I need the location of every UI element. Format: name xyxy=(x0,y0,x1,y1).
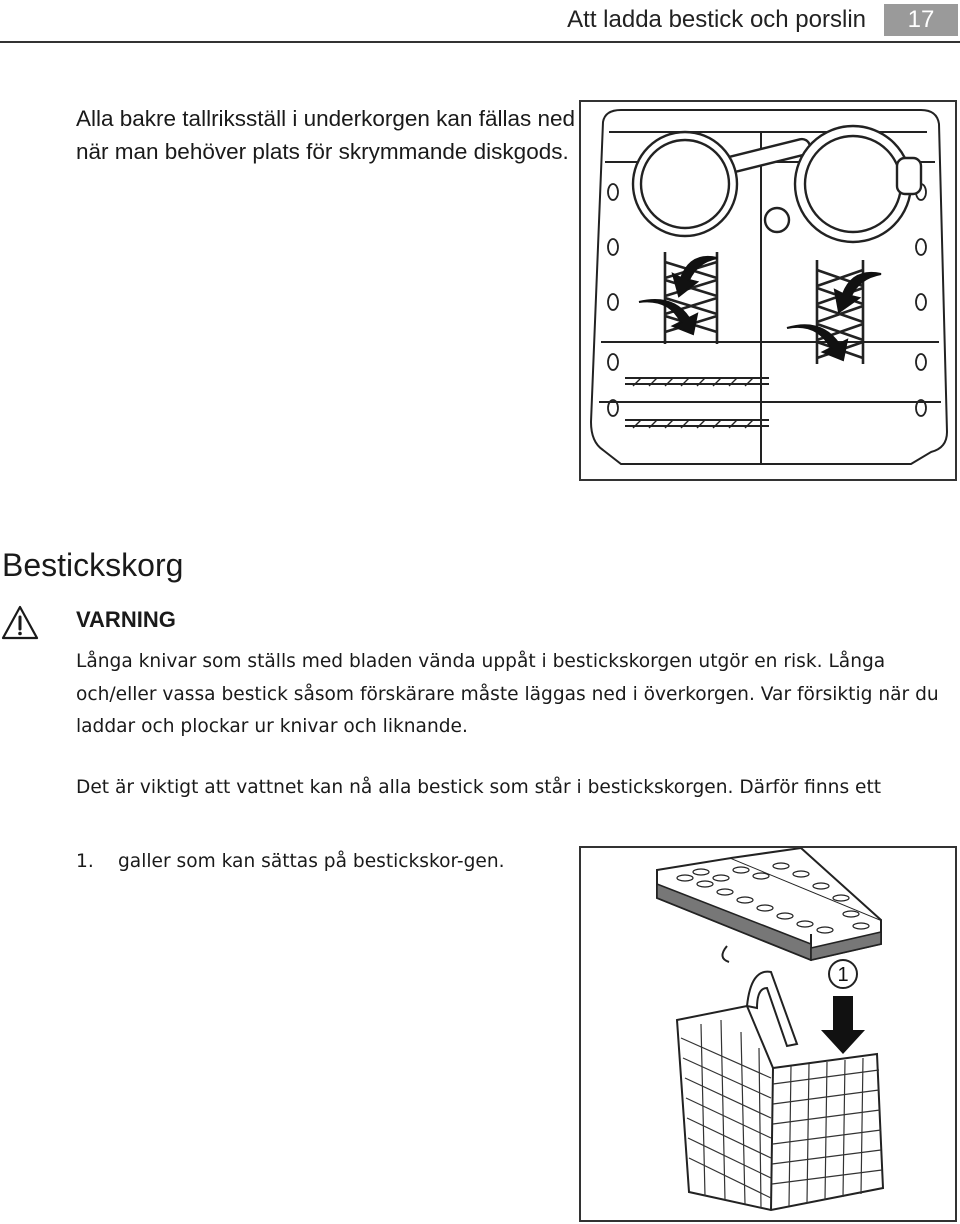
intro-paragraph: Alla bakre tallriksställ i underkorgen kan fällas ned när man behöver plats för skrymmande diskgods. xyxy=(76,106,576,164)
list-item xyxy=(76,845,546,878)
cutlery-basket-drawing xyxy=(581,848,955,1220)
warning-text: Långa knivar som ställs med bladen vända uppåt i bestickskorgen utgör en risk. Långa och/eller vassa bestick såsom förskärare måste läggas ned i överkorgen. Var försiktig när du laddar och plockar ur knivar och liknande. xyxy=(76,651,939,737)
section-heading: Bestickskorg xyxy=(2,547,184,583)
page-number: 17 xyxy=(884,4,958,36)
header-divider xyxy=(0,41,960,43)
cutlery-basket-illustration xyxy=(579,846,957,1222)
lower-basket-drawing xyxy=(581,102,955,479)
callout-number: 1 xyxy=(837,964,849,986)
page-header-title: Att ladda bestick och porslin xyxy=(567,6,866,33)
body-paragraph: Det är viktigt att vattnet kan nå alla bestick som står i bestickskorgen. Därför finns ett xyxy=(76,777,882,798)
list-item-number: 1. xyxy=(76,851,94,872)
lower-basket-illustration xyxy=(579,100,957,481)
list-item-text: galler som kan sättas på bestickskor-gen. xyxy=(118,851,505,872)
warning-triangle-icon xyxy=(0,604,40,642)
warning-title: VARNING xyxy=(76,607,176,632)
